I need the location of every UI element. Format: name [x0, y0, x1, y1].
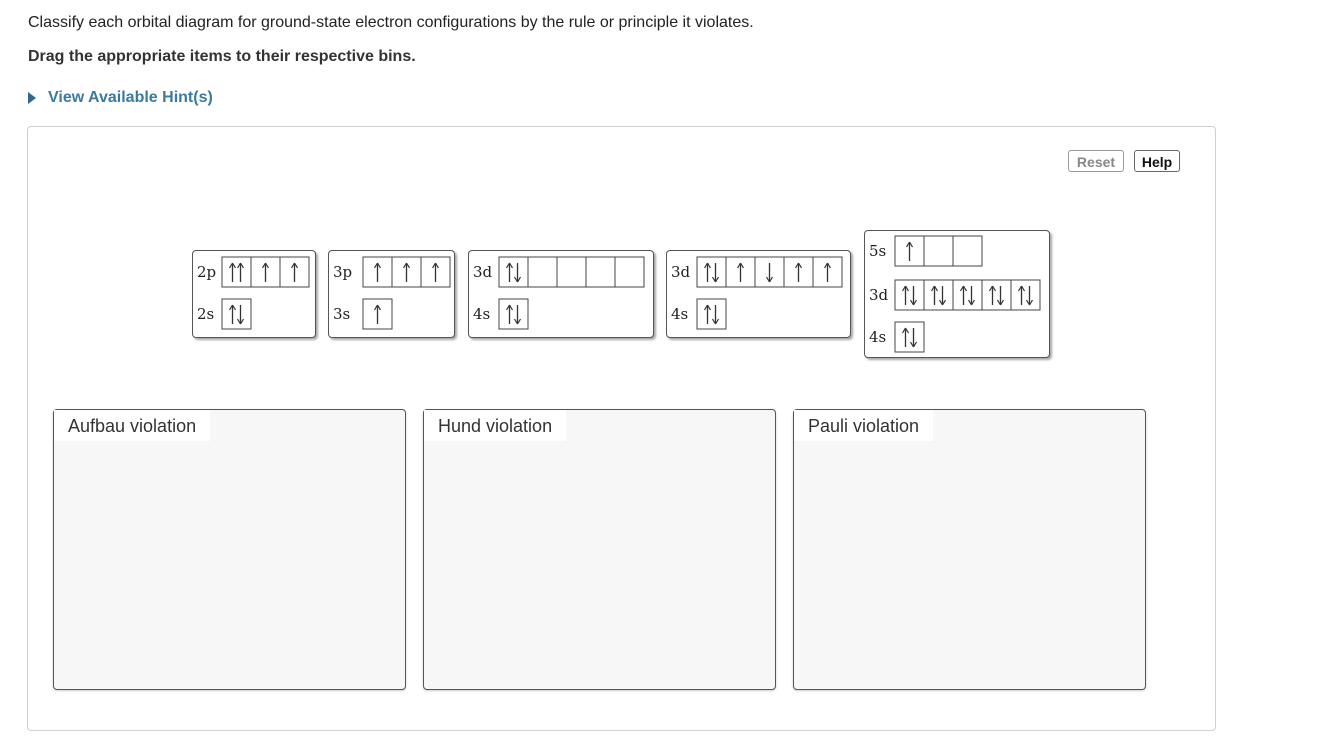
orbital-box [924, 280, 953, 310]
subshell-label: 3d [473, 263, 493, 281]
subshell-label: 3d [671, 263, 691, 281]
orbital-box [222, 299, 251, 329]
bin-aufbau-violation[interactable] [53, 409, 406, 690]
orbital-box [924, 236, 953, 266]
orbital-diagram-card[interactable] [468, 250, 654, 338]
orbital-box [251, 257, 280, 287]
subshell-label: 4s [473, 305, 491, 323]
orbital-box [755, 257, 784, 287]
orbital-box [528, 257, 557, 287]
subshell-label: 3s [333, 305, 351, 323]
orbital-box [982, 280, 1011, 310]
question-instruction: Classify each orbital diagram for ground-state electron configurations by the rule or principle it violates. [28, 14, 754, 31]
bin-label: Hund violation [424, 410, 566, 441]
subshell-label: 3p [333, 263, 353, 281]
orbital-box [363, 257, 392, 287]
orbital-diagram [469, 251, 653, 337]
orbital-box [953, 280, 982, 310]
orbital-box [953, 236, 982, 266]
view-hints-toggle[interactable] [28, 89, 213, 107]
subshell-label: 4s [869, 328, 887, 346]
orbital-box [813, 257, 842, 287]
bin-hund-violation[interactable] [423, 409, 776, 690]
view-hints-label: View Available Hint(s) [48, 89, 213, 106]
orbital-diagram-card[interactable] [328, 250, 455, 338]
orbital-box [392, 257, 421, 287]
orbital-box [557, 257, 586, 287]
orbital-box [895, 322, 924, 352]
orbital-box [615, 257, 644, 287]
orbital-diagram [329, 251, 454, 337]
orbital-diagram-card[interactable] [666, 250, 851, 338]
orbital-box [499, 299, 528, 329]
subshell-label: 3d [869, 286, 889, 304]
help-button[interactable]: Help [1134, 150, 1180, 172]
orbital-box [726, 257, 755, 287]
bin-label: Aufbau violation [54, 410, 210, 441]
orbital-diagram [193, 251, 315, 337]
drag-drop-workspace [27, 126, 1216, 731]
caret-right-icon [28, 92, 36, 104]
orbital-diagram [865, 231, 1049, 357]
subshell-label: 5s [869, 242, 887, 260]
orbital-box [697, 257, 726, 287]
orbital-diagram-card[interactable] [192, 250, 316, 338]
subshell-label: 2p [197, 263, 217, 281]
orbital-box [895, 280, 924, 310]
orbital-box [222, 257, 251, 287]
orbital-box [697, 299, 726, 329]
orbital-box [280, 257, 309, 287]
orbital-box [586, 257, 615, 287]
orbital-box [363, 299, 392, 329]
subshell-label: 2s [197, 305, 215, 323]
orbital-box [421, 257, 450, 287]
subshell-label: 4s [671, 305, 689, 323]
orbital-diagram [667, 251, 850, 337]
orbital-diagram-card[interactable] [864, 230, 1050, 358]
orbital-box [784, 257, 813, 287]
bin-pauli-violation[interactable] [793, 409, 1146, 690]
reset-button[interactable]: Reset [1068, 150, 1124, 172]
orbital-box [895, 236, 924, 266]
bin-label: Pauli violation [794, 410, 933, 441]
drag-instruction: Drag the appropriate items to their respective bins. [28, 48, 416, 65]
orbital-box [499, 257, 528, 287]
orbital-box [1011, 280, 1040, 310]
